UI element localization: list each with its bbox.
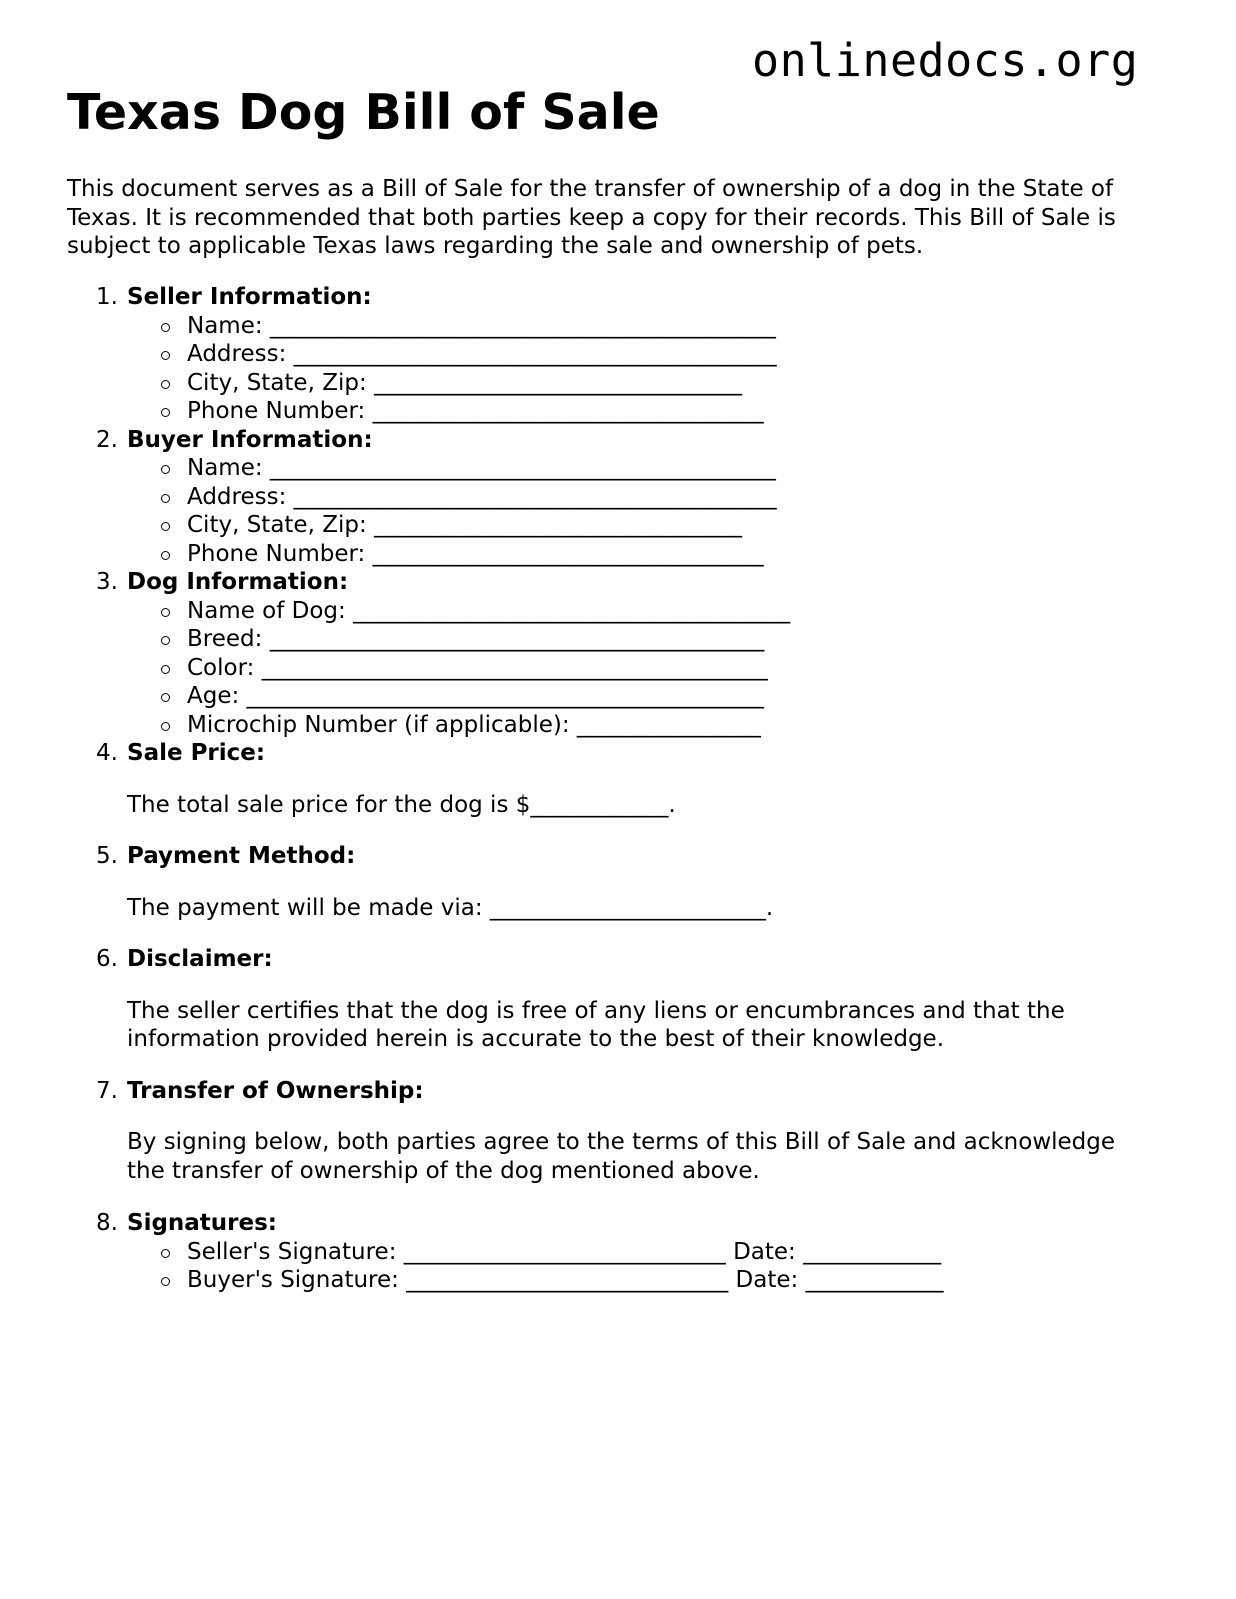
bullet-icon (161, 636, 170, 645)
field-list (127, 1238, 1236, 1295)
field-list (127, 454, 1236, 568)
bullet-icon (161, 608, 170, 617)
section-title: Payment Method: (127, 843, 356, 869)
field-list (127, 312, 1236, 426)
dog-microchip-field[interactable]: Microchip Number (if applicable): ________________ (127, 711, 1236, 740)
section-title: Seller Information: (127, 284, 372, 310)
seller-city-state-zip-field[interactable]: City, State, Zip: ________________________________ (127, 369, 1236, 398)
section-number: 1. (96, 284, 118, 310)
buyer-address-field[interactable]: Address: __________________________________________ (127, 483, 1236, 512)
buyer-phone-field[interactable]: Phone Number: __________________________________ (127, 540, 1236, 569)
sections-list (0, 283, 1236, 1295)
bullet-icon (161, 551, 170, 560)
watermark: onlinedocs.org (752, 34, 1139, 87)
bullet-icon (161, 494, 170, 503)
section-dog-information (0, 568, 1236, 739)
bullet-icon (161, 693, 170, 702)
section-buyer-information (0, 426, 1236, 569)
section-title: Disclaimer: (127, 946, 273, 972)
transfer-text: By signing below, both parties agree to the terms of this Bill of Sale and acknowledge the transfer of ownership of the dog mentioned above. (127, 1129, 1116, 1184)
section-number: 2. (96, 426, 118, 453)
disclaimer-text: The seller certifies that the dog is free of any liens or encumbrances and that the information provided herein is accurate to the best of their knowledge. (127, 997, 1065, 1052)
section-payment-method (0, 842, 1236, 922)
dog-breed-field[interactable]: Breed: ___________________________________________ (127, 625, 1236, 654)
intro-paragraph: This document serves as a Bill of Sale for the transfer of ownership of a dog in the State of Texas. It is recommended that both parties keep a copy for their records. This Bill of Sale is subject to applicable Texas laws regarding the sale and ownership of pets. (67, 176, 1116, 259)
bullet-icon (161, 351, 170, 360)
section-title: Dog Information: (127, 569, 349, 595)
buyer-signature-field[interactable]: Buyer's Signature: ____________________________ Date: ____________ (127, 1266, 1236, 1295)
section-number: 8. (96, 1210, 118, 1236)
bullet-icon (161, 1249, 170, 1258)
sale-price-field[interactable]: The total sale price for the dog is $____________. (127, 791, 676, 818)
bullet-icon (161, 722, 170, 731)
buyer-city-state-zip-field[interactable]: City, State, Zip: ________________________________ (127, 511, 1236, 540)
seller-address-field[interactable]: Address: __________________________________________ (127, 340, 1236, 369)
bullet-icon (161, 323, 170, 332)
field-list (127, 597, 1236, 740)
section-transfer-of-ownership (0, 1077, 1236, 1186)
bullet-icon (161, 522, 170, 531)
section-number: 3. (96, 569, 118, 595)
section-sale-price (0, 739, 1236, 819)
section-number: 4. (96, 740, 118, 766)
section-seller-information (0, 283, 1236, 426)
bullet-icon (161, 465, 170, 474)
section-number: 6. (96, 946, 118, 972)
dog-color-field[interactable]: Color: ____________________________________________ (127, 654, 1236, 683)
payment-method-field[interactable]: The payment will be made via: ________________________. (127, 894, 774, 921)
section-title: Sale Price: (127, 740, 266, 766)
section-title: Signatures: (127, 1210, 278, 1236)
bullet-icon (161, 380, 170, 389)
seller-phone-field[interactable]: Phone Number: __________________________________ (127, 397, 1236, 426)
document-title: Texas Dog Bill of Sale (67, 84, 660, 141)
seller-signature-field[interactable]: Seller's Signature: ____________________________ Date: ____________ (127, 1238, 1236, 1267)
section-number: 5. (96, 843, 118, 869)
section-number: 7. (96, 1077, 118, 1104)
buyer-name-field[interactable]: Name: ____________________________________________ (127, 454, 1236, 483)
bullet-icon (161, 665, 170, 674)
section-signatures (0, 1209, 1236, 1295)
dog-age-field[interactable]: Age: _____________________________________________ (127, 682, 1236, 711)
bullet-icon (161, 408, 170, 417)
seller-name-field[interactable]: Name: ____________________________________________ (127, 312, 1236, 341)
section-title: Buyer Information: (127, 426, 373, 453)
bullet-icon (161, 1277, 170, 1286)
section-title: Transfer of Ownership: (127, 1077, 424, 1104)
section-disclaimer (0, 945, 1236, 1054)
dog-name-field[interactable]: Name of Dog: ______________________________________ (127, 597, 1236, 626)
